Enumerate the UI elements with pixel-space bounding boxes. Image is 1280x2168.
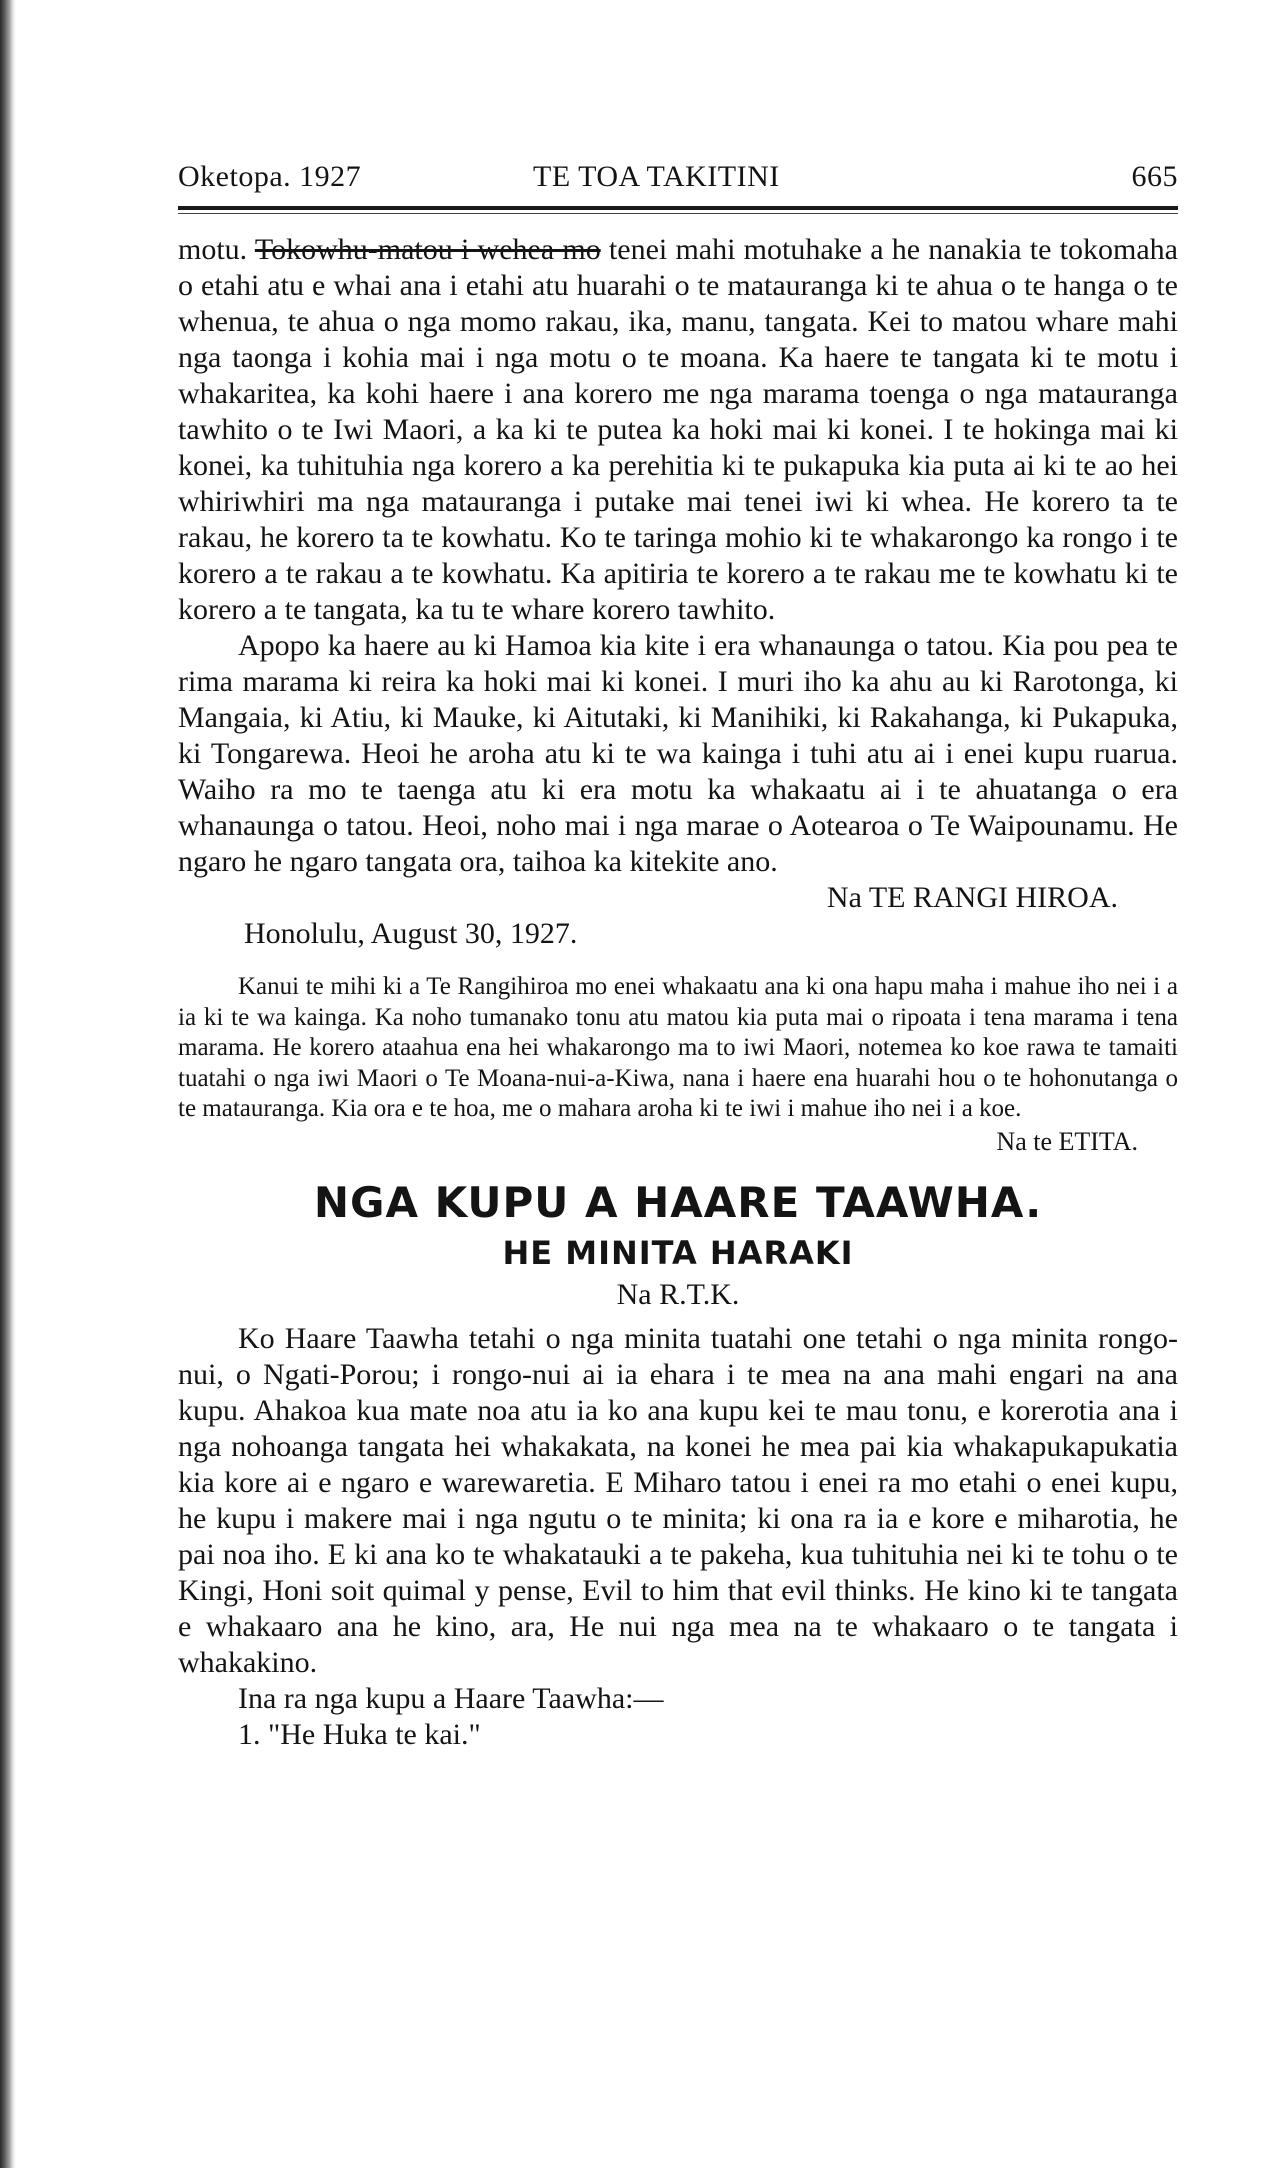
letter-paragraph-1 — [178, 232, 1178, 628]
header-rule — [178, 206, 1178, 210]
running-head — [178, 160, 1178, 204]
letter-dateline: Honolulu, August 30, 1927. — [244, 917, 578, 950]
editor-note-signature: Na te ETITA. — [996, 1126, 1138, 1156]
letter-paragraph-1-start: motu. — [178, 233, 255, 266]
letter-signature: Na TE RANGI HIROA. — [826, 881, 1118, 914]
letter-paragraph-2: Apopo ka haere au ki Hamoa kia kite i era whanaunga o tatou. Kia pou pea te rima marama ki reira ka hoki mai ki konei. I muri iho ka ahu au ki Rarotonga, ki Mangaia, ki Atiu, ki Mauke, ki Aitutaki, ki Manihiki, ki Rakahanga, ki Pukapuka, ki Tongarewa. Heoi he aroha atu ki te wa kainga i tuhi atu ai i enei kupu ruarua. Waiho ra mo te taenga atu ki era motu ka whakaatu ai i te ahuatanga o era whanaunga o tatou. Heoi, noho mai i nga marae o Aotearoa o Te Waipounamu. He ngaro he ngaro tangata ora, taihoa ka kitekite ano. — [178, 629, 1178, 878]
page-column — [178, 160, 1178, 1753]
sayings-intro: Ina ra nga kupu a Haare Taawha:— — [238, 1681, 664, 1715]
struck-through-text: Tokowhu-matou i wehea mo — [254, 233, 601, 266]
article-subheadline: HE MINITA HARAKI — [502, 1233, 854, 1272]
running-head-date: Oketopa. 1927 — [178, 160, 362, 193]
editor-note: Kanui te mihi ki a Te Rangihiroa mo enei whakaatu ana ki ona hapu maha i mahue iho nei i a ia ki te wa kainga. Ka noho tumanako tonu atu matou kia puta mai o ripoata i tena marama i tena marama. He korero ataahua ena hei whakarongo ma to iwi Maori, notemea ko koe rawa te tamaiti tuatahi o nga iwi Maori o Te Moana-nui-a-Kiwa, nana i haere ena huarahi hou o te hohonutanga o te matauranga. Kia ora e te hoa, me o mahara aroha ki te iwi i mahue iho nei i a koe. — [178, 973, 1178, 1122]
saying-item: 1. "He Huka te kai." — [238, 1717, 481, 1751]
article-headline: NGA KUPU A HAARE TAAWHA. — [313, 1177, 1043, 1227]
letter-paragraph-1-rest: tenei mahi motuhake a he nanakia te tokomaha o etahi atu e whai ana i etahi atu huarahi o te matauranga ki te ahua o te hanga o te whenua, te ahua o nga momo rakau, ika, manu, tangata. Kei to matou whare mahi nga taonga i kohia mai i nga motu o te moana. Ka haere te tangata ki te motu i whakaritea, ka kohi haere i ana korero me nga marama toenga o nga matauranga tawhito o te Iwi Maori, a ka ki te putea ka hoki mai ki konei. I te hokinga mai ki konei, ka tuhituhia nga korero a ka perehitia ki te pukapuka kia puta ai ki te ao hei whiriwhiri ma nga matauranga i putake mai tenei iwi ki whea. He korero ta te rakau, he korero ta te kowhatu. Ko te taringa mohio ki te whakarongo ka rongo i te korero a te rakau a te kowhatu. Ka apitiria te korero a te rakau me te kowhatu ki te korero a te tangata, ka tu te whare korero tawhito. — [178, 233, 1178, 626]
article-byline: Na R.T.K. — [616, 1277, 740, 1311]
page-number: 665 — [1131, 160, 1178, 193]
article-body: Ko Haare Taawha tetahi o nga minita tuatahi one tetahi o nga minita rongo-nui, o Ngati-Porou; i rongo-nui ai ia ehara i te mea na ana mahi engari na ana kupu. Ahakoa kua mate noa atu ia ko ana kupu kei te mau tonu, e korerotia ana i nga nohoanga tangata hei whakakata, na konei he mea pai kia whakapukapukatia kia kore ai e ngaro e warewaretia. E Miharo tatou i enei ra mo etahi o enei kupu, he kupu i makere mai i nga ngutu o te minita; ki ona ra ia e kore e miharotia, he pai noa iho. E ki ana ko te whakatauki a te pakeha, kua tuhituhia nei ki te tohu o te Kingi, Honi soit quimal y pense, Evil to him that evil thinks. He kino ki te tangata e whakaaro ana he kino, ara, He nui nga mea na te whakaaro o te tangata i whakakino. — [178, 1321, 1178, 1679]
running-head-title: TE TOA TAKITINI — [533, 160, 780, 193]
header-rule-thin — [178, 213, 1178, 214]
binding-edge — [0, 0, 16, 2168]
